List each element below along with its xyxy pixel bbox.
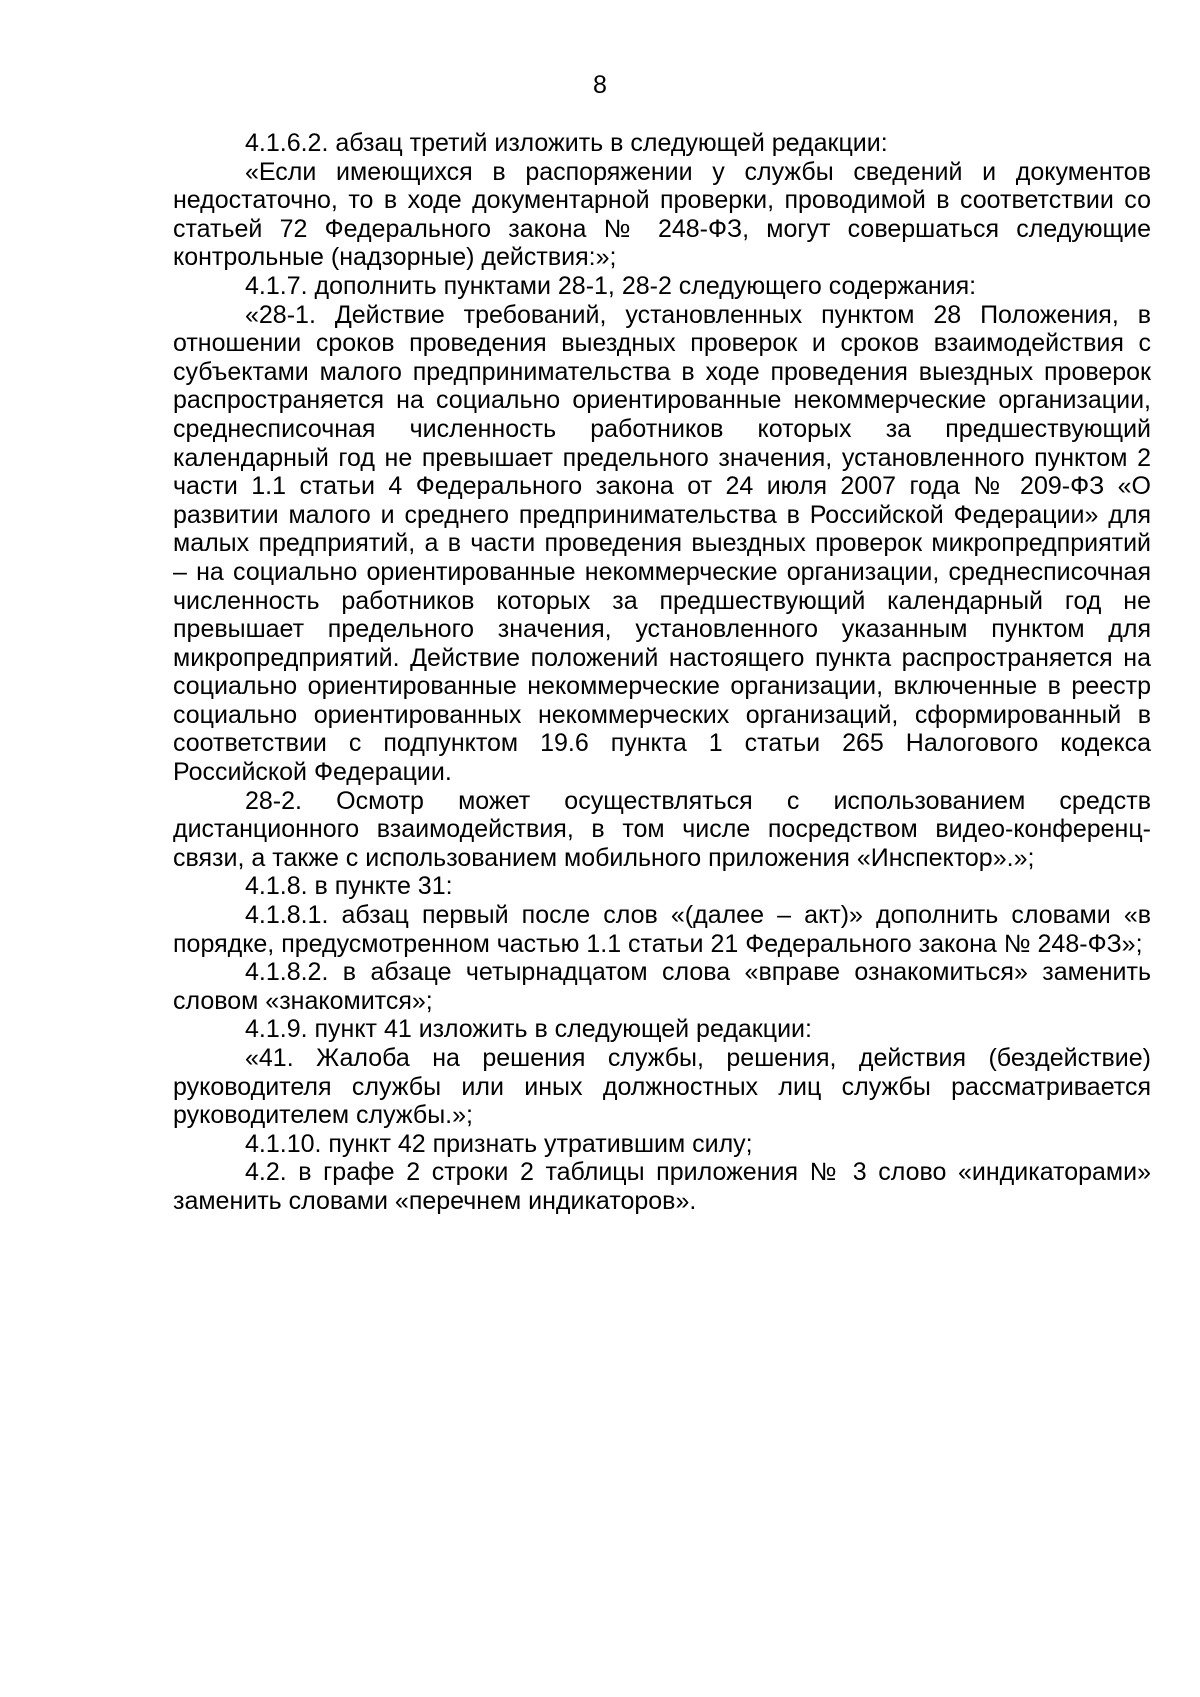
page-number: 8 [593,71,607,99]
document-body [173,129,1151,1216]
quote-paragraph-documentary-check: «Если имеющихся в распоряжении у службы сведений и документов недостаточно, то в ходе документарной проверки, проводимой в соответствии со статьей 72 Федерального закона № 248-ФЗ, могут совершаться следующие контрольные (надзорные) действия:»; [173,157,1151,272]
paragraph-4-1-8-2: 4.1.8.2. в абзаце четырнадцатом слова «вправе ознакомиться» заменить словом «знакомится»; [173,958,1151,1015]
paragraph-4-1-9: 4.1.9. пункт 41 изложить в следующей редакции: [245,1015,812,1044]
paragraph-4-2: 4.2. в графе 2 строки 2 таблицы приложения № 3 слово «индикаторами» заменить словами «перечнем индикаторов». [173,1158,1151,1215]
paragraph-4-1-7: 4.1.7. дополнить пунктами 28-1, 28-2 следующего содержания: [245,271,977,300]
quote-paragraph-41: «41. Жалоба на решения службы, решения, действия (бездействие) руководителя службы или иных должностных лиц службы рассматривается руководителем службы.»; [173,1044,1151,1130]
paragraph-4-1-8-1: 4.1.8.1. абзац первый после слов «(далее – акт)» дополнить словами «в порядке, предусмотренном частью 1.1 статьи 21 Федерального закона № 248-ФЗ»; [173,901,1151,958]
paragraph-4-1-6-2: 4.1.6.2. абзац третий изложить в следующей редакции: [245,129,888,157]
paragraph-28-2: 28-2. Осмотр может осуществляться с использованием средств дистанционного взаимодействия, в том числе посредством видео-конференц-связи, а также с использованием мобильного приложения «Инспектор».»; [173,786,1151,872]
paragraph-4-1-10: 4.1.10. пункт 42 признать утратившим силу; [245,1129,753,1158]
paragraph-4-1-8: 4.1.8. в пункте 31: [245,872,453,901]
quote-paragraph-28-1: «28-1. Действие требований, установленных пунктом 28 Положения, в отношении сроков проведения выездных проверок и сроков взаимодействия с субъектами малого предпринимательства в ходе проведения выездных проверок распространяется на социально ориентированные некоммерческие организации, среднесписочная численность работников которых за предшествующий календарный год не превышает предельного значения, установленного пунктом 2 части 1.1 статьи 4 Федерального закона от 24 июля 2007 года № 209-ФЗ «О развитии малого и среднего предпринимательства в Российской Федерации» для малых предприятий, а в части проведения выездных проверок микропредприятий – на социально ориентированные некоммерческие организации, среднесписочная численность работников которых за предшествующий календарный год не превышает предельного значения, установленного указанным пунктом для микропредприятий. Действие положений настоящего пункта распространяется на социально ориентированные некоммерческие организации, включенные в реестр социально ориентированных некоммерческих организаций, сформированный в соответствии с подпунктом 19.6 пункта 1 статьи 265 Налогового кодекса Российской Федерации. [173,300,1151,787]
